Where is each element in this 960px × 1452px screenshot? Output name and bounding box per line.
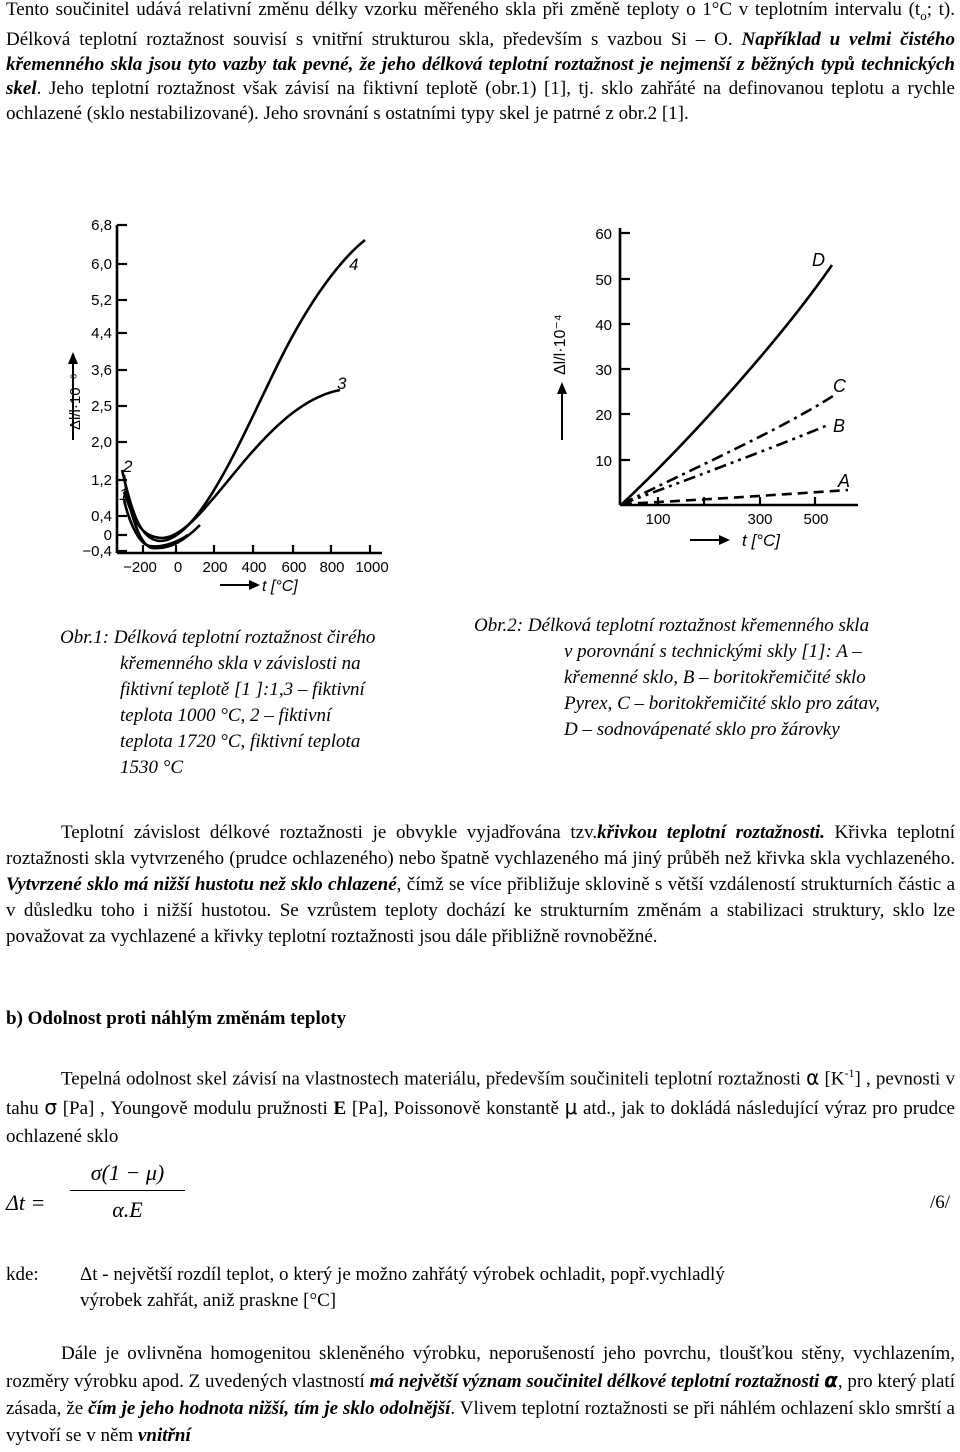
emphasis-significance: má největší význam součinitel délkové teplotní roztažnosti <box>369 1371 825 1392</box>
formula-denominator: α.E <box>112 1197 143 1222</box>
fig1-ytick: 5,2 <box>91 292 112 309</box>
emphasis-quartz: Například u velmi čistého křemenného skla jsou tyto vazby tak pevné, že jeho délková teplotní roztažnost je nejmenší z běžných typů technických skel <box>6 29 956 100</box>
intro-paragraph: Tento součinitel udává relativní změnu délky vzorku měřeného skla při změně teploty o 1°C v teplotním intervalu ($t_o$; t). Délková teplotní roztažnost souvisí s vnitřní strukturou skla, především s vazbou Si – O. Například u velmi čistého křemenného skla jsou tyto vazby tak pevné, že jeho délková teplotní roztažnost je nejmenší z běžných typů technických skel. Jeho teplotní roztažnost však závisí na fiktivní teplotě (obr.1) [1], tj. sklo zahřáté na definovanou teplotu a rychle ochlazené (sklo nestabilizované). Jeho srovnání s ostatními typy skel je patrné z obr.2 [1]. <box>6 0 956 124</box>
fig1-xtick: 0 <box>173 559 183 576</box>
fig2-ytick: 40 <box>595 317 612 334</box>
svg-text:Δl/l·10⁻⁶: Δl/l·10⁻⁶ <box>67 373 84 430</box>
figure-1-caption: Obr.1: Délková teplotní roztažnost čirého křemenného skla v závislosti na fiktivní teplotě [1 ]:1,3 – fiktivní teplota 1000 °C, 2 – fiktivní teplota 1720 °C, fiktivní teplota 1530 °C <box>60 627 376 778</box>
definition-block <box>6 1262 956 1314</box>
fig1-ytick: −0,4 <box>82 543 112 560</box>
svg-text:t [°C]: t [°C] <box>262 578 298 595</box>
fig1-ytick: 6,0 <box>91 256 112 273</box>
fig2-curve-label: C <box>833 376 846 396</box>
fig2-ytick: 50 <box>595 272 612 289</box>
fig2-ytick: 60 <box>595 226 612 243</box>
mu-symbol: μ <box>564 1095 578 1120</box>
emphasis-lower-value: čím je jeho hodnota nižší, tím je sklo odolnější <box>88 1398 451 1419</box>
fig2-curve-label: B <box>833 416 846 436</box>
figure-2-chart <box>0 0 960 620</box>
formula <box>6 1160 956 1250</box>
formula-fraction <box>70 1160 185 1223</box>
paragraph-homogeneity: Dále je ovlivněna homogenitou skleněného výrobku, neporušeností jeho povrchu, tloušťkou stěny, vychlazením, rozměry výrobku apod. Z uvedených vlastností má největší význam součinitel délkové teplotní roztažnosti α, pro který platí zásada, že čím je jeho hodnota nižší, tím je sklo odolnější. Vlivem teplotní roztažnosti se při náhlém ochlazení sklo smrští a vytvoří se v něm vnitřní <box>6 1343 955 1446</box>
alpha-symbol: α <box>806 1065 820 1090</box>
fig2-curve-label: A <box>838 471 851 491</box>
alpha-symbol: α <box>824 1368 838 1392</box>
sigma-symbol: σ <box>44 1095 58 1120</box>
svg-text:t [°C]: t [°C] <box>742 531 780 550</box>
fig2-ylabel <box>552 314 569 440</box>
fig1-xtick: 400 <box>241 559 267 576</box>
fig2-xtick: 300 <box>747 511 773 528</box>
fig1-ytick: 6,8 <box>91 217 112 234</box>
fig1-ytick: 1,2 <box>91 472 112 489</box>
fig1-ytick: 3,6 <box>91 362 112 379</box>
fig1-curve-label: 2 <box>123 457 133 476</box>
fig2-xtick: 500 <box>803 511 829 528</box>
emphasis-curve: křivkou teplotní roztažnosti. <box>597 822 825 843</box>
fig1-ytick: 2,0 <box>91 434 112 451</box>
formula-reference: /6/ <box>929 1192 950 1213</box>
fig2-ytick: 30 <box>595 362 612 379</box>
fig2-ytick: 10 <box>595 453 612 470</box>
fig1-xtick: 800 <box>319 559 345 576</box>
fig1-ytick: 4,4 <box>91 325 112 342</box>
fig1-xtick: 200 <box>202 559 228 576</box>
fig2-curve-B <box>622 425 828 504</box>
svg-text:Δl/l·10⁻⁴: Δl/l·10⁻⁴ <box>552 314 569 375</box>
fig2-xtick: 100 <box>645 511 671 528</box>
fig1-ytick: 2,5 <box>91 398 112 415</box>
definition-text: Δt - největší rozdíl teplot, o který je možno zahřátý výrobek ochladit, popř.vychladlý výrobek zahřát, aniž praskne [°C] <box>80 1264 725 1311</box>
paragraph-thermal-curve: Teplotní závislost délkové roztažnosti je obvykle vyjadřována tzv.křivkou teplotní roztažnosti. Křivka teplotní roztažnosti skla vytvrzeného (prudce ochlazeného) nebo špatně vychlazeného má jiný průběh než křivka skla vychlazeného. Vytvrzené sklo má nižší hustotu než sklo chlazené, čímž se více přibližuje sklovině s větší vzdáleností strukturních částic a v důsledku toho i nižší hustotou. Se vzrůstem teploty dochází ke strukturním změnám a stabilizaci struktury, sklo lze považovat za vychlazené a křivky teplotní roztažnosti jsou dále přibližně rovnoběžné. <box>6 822 955 947</box>
fig2-curve-label: D <box>812 250 825 270</box>
fig2-y-axis <box>620 228 630 505</box>
fig2-ytick: 20 <box>595 407 612 424</box>
fig1-ytick: 0 <box>103 527 112 544</box>
fig1-curve-label: 1 <box>119 485 129 504</box>
formula-lhs: Δt = <box>6 1190 46 1215</box>
fig1-xtick: −200 <box>123 559 157 576</box>
fig1-ytick: 0,4 <box>91 508 112 525</box>
fig1-xtick: 600 <box>281 559 307 576</box>
emphasis-density: Vytvrzené sklo má nižší hustotu než sklo chlazené <box>6 874 397 895</box>
fig1-curve-label: 4 <box>349 255 359 274</box>
fig2-xlabel <box>690 531 781 550</box>
fig2-curve-D <box>622 265 832 504</box>
formula-numerator: σ(1 − μ) <box>90 1160 165 1185</box>
figure-2-caption: Obr.2: Délková teplotní roztažnost křemenného skla v porovnání s technickými skly [1]: A – křemenné sklo, B – boritokřemičité sklo Pyrex, C – boritokřemičité sklo pro zátav, D – sodnovápenaté sklo pro žárovky <box>474 615 880 740</box>
paragraph-resistance: Tepelná odolnost skel závisí na vlastnostech materiálu, především součiniteli teplotní roztažnosti α $[K^{-1}]$ , pevnosti v tahu σ [Pa] , Youngově modulu pružnosti E [Pa], Poissonově konstantě μ atd., jak to dokládá následující výraz pro prudce ochlazené sklo <box>6 1065 955 1148</box>
fig2-curve-C <box>622 396 833 504</box>
definition-label: kde: <box>6 1264 39 1285</box>
fig1-curve-label: 3 <box>337 374 347 393</box>
section-heading: b) Odolnost proti náhlým změnám teploty <box>6 1008 347 1029</box>
fig1-xtick: 1000 <box>355 559 389 576</box>
